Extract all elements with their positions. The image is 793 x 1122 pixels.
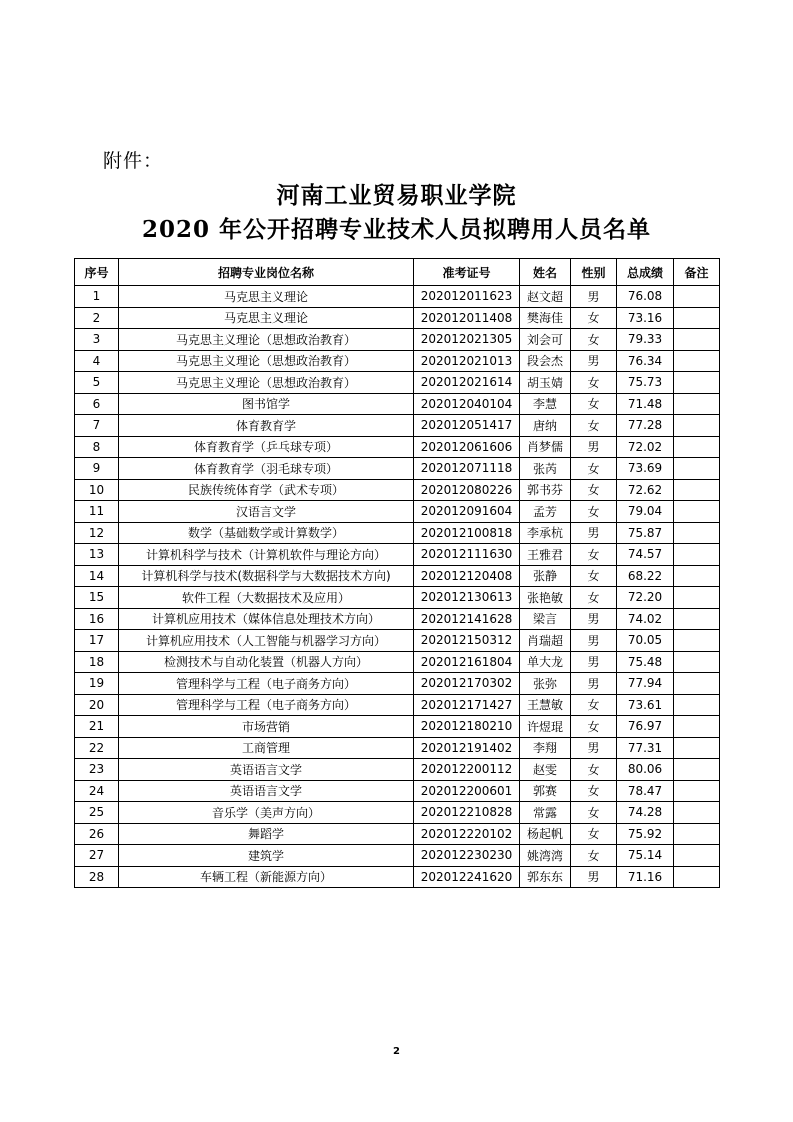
cell-remark	[674, 415, 720, 437]
cell-name: 郭书芬	[520, 479, 571, 501]
cell-no: 22	[75, 737, 119, 759]
cell-gender: 男	[571, 608, 617, 630]
cell-gender: 女	[571, 587, 617, 609]
document-title-institution: 河南工业贸易职业学院	[276, 182, 517, 209]
cell-remark	[674, 608, 720, 630]
cell-gender: 女	[571, 372, 617, 394]
cell-remark	[674, 458, 720, 480]
cell-no: 13	[75, 544, 119, 566]
table-row	[75, 372, 720, 394]
table-header-row	[75, 259, 720, 286]
cell-gender: 男	[571, 522, 617, 544]
cell-score: 80.06	[617, 759, 674, 781]
cell-no: 20	[75, 694, 119, 716]
table-row	[75, 802, 720, 824]
cell-score: 76.34	[617, 350, 674, 372]
cell-name: 唐纳	[520, 415, 571, 437]
cell-no: 18	[75, 651, 119, 673]
cell-name: 肖瑞超	[520, 630, 571, 652]
table-row	[75, 393, 720, 415]
cell-exam-no: 202012230230	[414, 845, 520, 867]
cell-exam-no: 202012021305	[414, 329, 520, 351]
cell-remark	[674, 522, 720, 544]
cell-exam-no: 202012100818	[414, 522, 520, 544]
cell-name: 王慧敏	[520, 694, 571, 716]
cell-no: 2	[75, 307, 119, 329]
header-exam-no: 准考证号	[414, 259, 520, 286]
cell-name: 杨起帆	[520, 823, 571, 845]
cell-post: 计算机科学与技术(数据科学与大数据技术方向)	[119, 565, 414, 587]
cell-exam-no: 202012091604	[414, 501, 520, 523]
cell-score: 75.73	[617, 372, 674, 394]
cell-score: 74.02	[617, 608, 674, 630]
cell-exam-no: 202012011408	[414, 307, 520, 329]
cell-post: 计算机应用技术（媒体信息处理技术方向）	[119, 608, 414, 630]
cell-remark	[674, 479, 720, 501]
cell-post: 工商管理	[119, 737, 414, 759]
cell-post: 计算机应用技术（人工智能与机器学习方向）	[119, 630, 414, 652]
cell-exam-no: 202012200112	[414, 759, 520, 781]
cell-no: 24	[75, 780, 119, 802]
cell-exam-no: 202012241620	[414, 866, 520, 888]
cell-gender: 男	[571, 673, 617, 695]
cell-name: 李慧	[520, 393, 571, 415]
cell-exam-no: 202012051417	[414, 415, 520, 437]
cell-score: 70.05	[617, 630, 674, 652]
cell-name: 李承杭	[520, 522, 571, 544]
cell-name: 单大龙	[520, 651, 571, 673]
cell-remark	[674, 759, 720, 781]
table-row	[75, 759, 720, 781]
cell-remark	[674, 350, 720, 372]
cell-no: 15	[75, 587, 119, 609]
cell-score: 72.62	[617, 479, 674, 501]
table-body	[75, 286, 720, 888]
cell-exam-no: 202012111630	[414, 544, 520, 566]
cell-score: 68.22	[617, 565, 674, 587]
cell-post: 数学（基础数学或计算数学）	[119, 522, 414, 544]
cell-post: 英语语言文学	[119, 759, 414, 781]
cell-score: 75.14	[617, 845, 674, 867]
cell-gender: 女	[571, 823, 617, 845]
cell-no: 5	[75, 372, 119, 394]
cell-remark	[674, 587, 720, 609]
attachment-label: 附件：	[103, 150, 164, 172]
cell-remark	[674, 393, 720, 415]
cell-score: 75.87	[617, 522, 674, 544]
cell-no: 1	[75, 286, 119, 308]
cell-no: 17	[75, 630, 119, 652]
table-row	[75, 823, 720, 845]
cell-exam-no: 202012141628	[414, 608, 520, 630]
cell-no: 12	[75, 522, 119, 544]
cell-no: 23	[75, 759, 119, 781]
table-row	[75, 716, 720, 738]
cell-remark	[674, 802, 720, 824]
cell-gender: 女	[571, 501, 617, 523]
cell-gender: 女	[571, 780, 617, 802]
cell-exam-no: 202012191402	[414, 737, 520, 759]
cell-name: 梁言	[520, 608, 571, 630]
table-row	[75, 286, 720, 308]
cell-exam-no: 202012200601	[414, 780, 520, 802]
cell-post: 英语语言文学	[119, 780, 414, 802]
cell-post: 检测技术与自动化装置（机器人方向）	[119, 651, 414, 673]
cell-gender: 女	[571, 307, 617, 329]
header-remark: 备注	[674, 259, 720, 286]
cell-post: 舞蹈学	[119, 823, 414, 845]
cell-gender: 男	[571, 286, 617, 308]
table-row	[75, 350, 720, 372]
cell-gender: 女	[571, 458, 617, 480]
cell-no: 8	[75, 436, 119, 458]
cell-exam-no: 202012080226	[414, 479, 520, 501]
cell-exam-no: 202012220102	[414, 823, 520, 845]
cell-remark	[674, 307, 720, 329]
header-name: 姓名	[520, 259, 571, 286]
table-row	[75, 587, 720, 609]
table-row	[75, 522, 720, 544]
cell-no: 9	[75, 458, 119, 480]
cell-remark	[674, 286, 720, 308]
cell-score: 76.08	[617, 286, 674, 308]
cell-exam-no: 202012021614	[414, 372, 520, 394]
cell-no: 28	[75, 866, 119, 888]
cell-gender: 男	[571, 651, 617, 673]
cell-exam-no: 202012171427	[414, 694, 520, 716]
cell-score: 73.69	[617, 458, 674, 480]
cell-exam-no: 202012161804	[414, 651, 520, 673]
cell-exam-no: 202012210828	[414, 802, 520, 824]
hire-roster-table	[74, 258, 720, 888]
cell-exam-no: 202012170302	[414, 673, 520, 695]
cell-name: 孟芳	[520, 501, 571, 523]
cell-gender: 女	[571, 479, 617, 501]
cell-gender: 女	[571, 544, 617, 566]
cell-gender: 女	[571, 759, 617, 781]
cell-remark	[674, 737, 720, 759]
cell-no: 26	[75, 823, 119, 845]
cell-exam-no: 202012120408	[414, 565, 520, 587]
cell-post: 体育教育学（乒乓球专项）	[119, 436, 414, 458]
cell-post: 民族传统体育学（武术专项）	[119, 479, 414, 501]
table-row	[75, 780, 720, 802]
header-post: 招聘专业岗位名称	[119, 259, 414, 286]
cell-name: 张艳敏	[520, 587, 571, 609]
cell-post: 马克思主义理论	[119, 307, 414, 329]
cell-score: 75.48	[617, 651, 674, 673]
cell-no: 3	[75, 329, 119, 351]
cell-exam-no: 202012061606	[414, 436, 520, 458]
table-row	[75, 866, 720, 888]
cell-no: 14	[75, 565, 119, 587]
cell-exam-no: 202012040104	[414, 393, 520, 415]
cell-score: 77.94	[617, 673, 674, 695]
cell-name: 樊海佳	[520, 307, 571, 329]
table-row	[75, 544, 720, 566]
cell-no: 6	[75, 393, 119, 415]
cell-gender: 男	[571, 866, 617, 888]
cell-name: 张弥	[520, 673, 571, 695]
cell-name: 刘会可	[520, 329, 571, 351]
table-row	[75, 651, 720, 673]
cell-remark	[674, 823, 720, 845]
cell-post: 图书馆学	[119, 393, 414, 415]
cell-remark	[674, 845, 720, 867]
cell-gender: 男	[571, 737, 617, 759]
table-row	[75, 694, 720, 716]
cell-name: 赵雯	[520, 759, 571, 781]
cell-remark	[674, 780, 720, 802]
cell-exam-no: 202012130613	[414, 587, 520, 609]
cell-post: 马克思主义理论（思想政治教育）	[119, 350, 414, 372]
cell-no: 19	[75, 673, 119, 695]
cell-score: 74.28	[617, 802, 674, 824]
cell-remark	[674, 501, 720, 523]
cell-post: 马克思主义理论	[119, 286, 414, 308]
cell-exam-no: 202012150312	[414, 630, 520, 652]
cell-name: 姚湾湾	[520, 845, 571, 867]
cell-name: 赵文超	[520, 286, 571, 308]
cell-post: 马克思主义理论（思想政治教育）	[119, 372, 414, 394]
cell-remark	[674, 651, 720, 673]
cell-score: 76.97	[617, 716, 674, 738]
table-row	[75, 329, 720, 351]
cell-score: 79.33	[617, 329, 674, 351]
cell-gender: 女	[571, 393, 617, 415]
header-score: 总成绩	[617, 259, 674, 286]
cell-no: 27	[75, 845, 119, 867]
cell-post: 马克思主义理论（思想政治教育）	[119, 329, 414, 351]
cell-name: 段会杰	[520, 350, 571, 372]
cell-gender: 男	[571, 630, 617, 652]
cell-no: 25	[75, 802, 119, 824]
cell-post: 市场营销	[119, 716, 414, 738]
table-row	[75, 415, 720, 437]
cell-gender: 女	[571, 329, 617, 351]
cell-no: 4	[75, 350, 119, 372]
cell-score: 78.47	[617, 780, 674, 802]
page-number: 2	[393, 1046, 400, 1057]
cell-name: 郭赛	[520, 780, 571, 802]
table-row	[75, 436, 720, 458]
table-row	[75, 630, 720, 652]
cell-score: 71.48	[617, 393, 674, 415]
cell-post: 汉语言文学	[119, 501, 414, 523]
cell-no: 16	[75, 608, 119, 630]
cell-post: 体育教育学（羽毛球专项）	[119, 458, 414, 480]
cell-name: 张芮	[520, 458, 571, 480]
cell-name: 王雅君	[520, 544, 571, 566]
document-title-list: 2020 年公开招聘专业技术人员拟聘用人员名单	[141, 216, 652, 243]
header-gender: 性别	[571, 259, 617, 286]
cell-remark	[674, 565, 720, 587]
cell-remark	[674, 436, 720, 458]
cell-remark	[674, 866, 720, 888]
cell-score: 71.16	[617, 866, 674, 888]
cell-no: 10	[75, 479, 119, 501]
cell-post: 体育教育学	[119, 415, 414, 437]
cell-name: 胡玉婧	[520, 372, 571, 394]
cell-gender: 女	[571, 716, 617, 738]
cell-score: 72.02	[617, 436, 674, 458]
cell-remark	[674, 694, 720, 716]
table-row	[75, 307, 720, 329]
cell-remark	[674, 673, 720, 695]
table-row	[75, 458, 720, 480]
table-row	[75, 501, 720, 523]
cell-post: 车辆工程（新能源方向）	[119, 866, 414, 888]
table-row	[75, 479, 720, 501]
table-row	[75, 673, 720, 695]
cell-gender: 女	[571, 802, 617, 824]
table-row	[75, 845, 720, 867]
table-row	[75, 565, 720, 587]
cell-name: 李翔	[520, 737, 571, 759]
cell-exam-no: 202012011623	[414, 286, 520, 308]
table-row	[75, 608, 720, 630]
cell-gender: 女	[571, 565, 617, 587]
cell-remark	[674, 329, 720, 351]
cell-score: 74.57	[617, 544, 674, 566]
cell-score: 75.92	[617, 823, 674, 845]
cell-gender: 男	[571, 436, 617, 458]
cell-post: 建筑学	[119, 845, 414, 867]
cell-exam-no: 202012180210	[414, 716, 520, 738]
cell-exam-no: 202012071118	[414, 458, 520, 480]
cell-name: 张静	[520, 565, 571, 587]
cell-gender: 女	[571, 694, 617, 716]
cell-post: 软件工程（大数据技术及应用）	[119, 587, 414, 609]
header-no: 序号	[75, 259, 119, 286]
cell-score: 79.04	[617, 501, 674, 523]
cell-no: 11	[75, 501, 119, 523]
cell-exam-no: 202012021013	[414, 350, 520, 372]
cell-score: 77.28	[617, 415, 674, 437]
cell-score: 73.16	[617, 307, 674, 329]
cell-name: 郭东东	[520, 866, 571, 888]
cell-remark	[674, 544, 720, 566]
cell-no: 7	[75, 415, 119, 437]
cell-gender: 男	[571, 350, 617, 372]
cell-score: 73.61	[617, 694, 674, 716]
cell-post: 音乐学（美声方向）	[119, 802, 414, 824]
cell-post: 计算机科学与技术（计算机软件与理论方向）	[119, 544, 414, 566]
cell-name: 肖梦儒	[520, 436, 571, 458]
cell-post: 管理科学与工程（电子商务方向）	[119, 694, 414, 716]
cell-score: 72.20	[617, 587, 674, 609]
cell-post: 管理科学与工程（电子商务方向）	[119, 673, 414, 695]
cell-score: 77.31	[617, 737, 674, 759]
cell-remark	[674, 716, 720, 738]
table-row	[75, 737, 720, 759]
cell-name: 常露	[520, 802, 571, 824]
cell-remark	[674, 372, 720, 394]
cell-gender: 女	[571, 845, 617, 867]
cell-name: 许煜琨	[520, 716, 571, 738]
cell-no: 21	[75, 716, 119, 738]
cell-gender: 女	[571, 415, 617, 437]
cell-remark	[674, 630, 720, 652]
